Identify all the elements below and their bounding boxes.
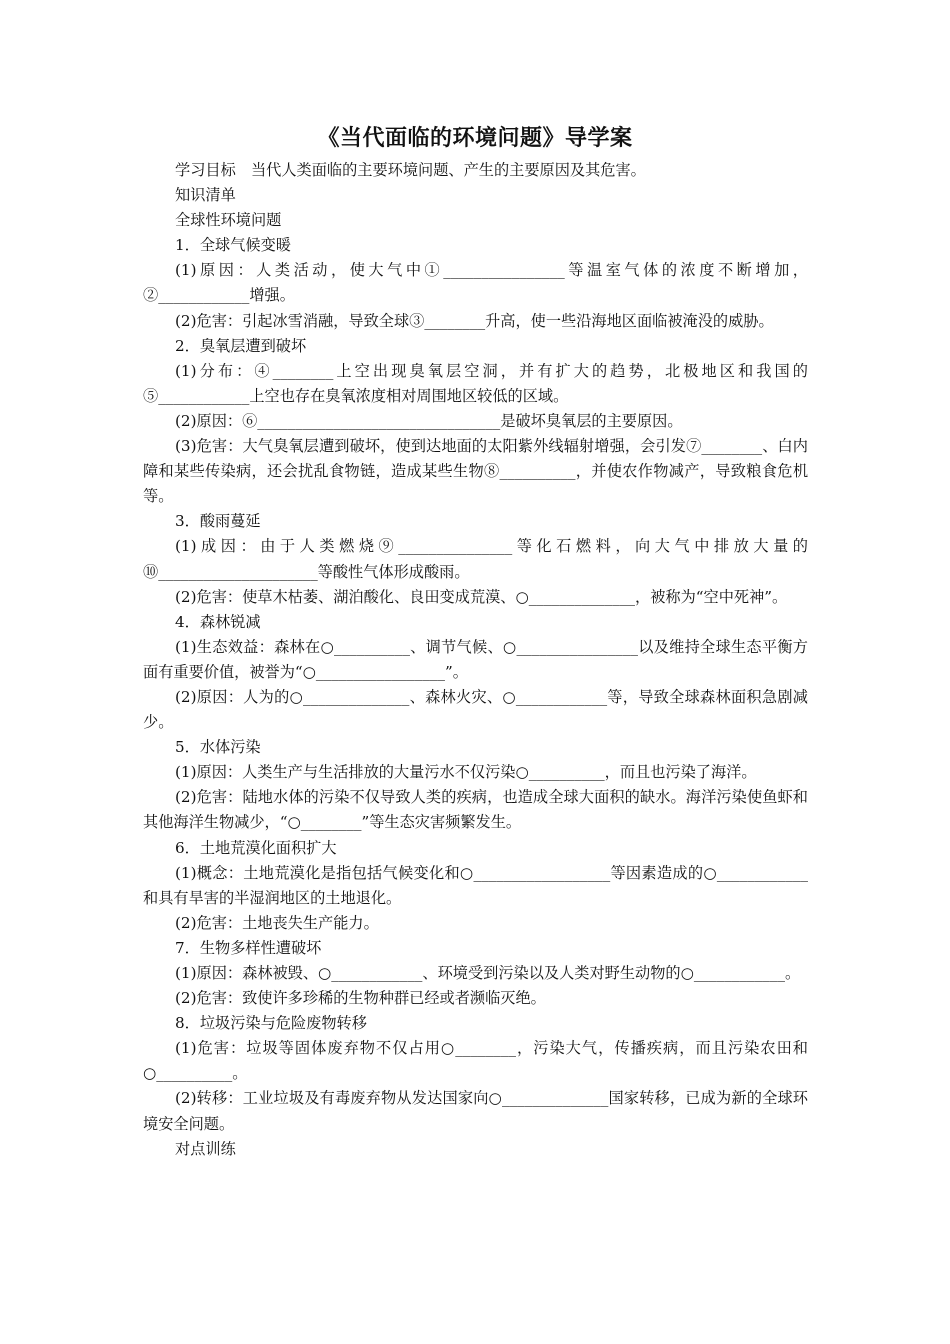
paragraph-biodiversity-cause: (1)原因：森林被毁、○____________、环境受到污染以及人类对野生动物的○____________。 [175, 964, 801, 982]
topic-heading-ozone: 2．臭氧层遭到破坏 [175, 336, 307, 355]
paragraph-climate-harm: (2)危害：引起冰雪消融，导致全球③________升高，使一些沿海地区面临被淹没的威胁。 [175, 311, 774, 330]
paragraph-ozone-distribution: (1)分布：④________上空出现臭氧层空洞，并有扩大的趋势，北极地区和我国的⑤____________上空也存在臭氧浓度相对周围地区较低的区域。 [143, 361, 808, 405]
paragraph-waste-transfer: (2)转移：工业垃圾及有毒废弃物从发达国家向○______________国家转移，已成为新的全球环境安全问题。 [143, 1089, 808, 1133]
topic-heading-waste: 8．垃圾污染与危险废物转移 [175, 1014, 367, 1033]
topic-heading-biodiversity: 7．生物多样性遭破坏 [175, 938, 322, 957]
paragraph-desert-concept: (1)概念：土地荒漠化是指包括气候变化和○__________________等因素造成的○____________和具有旱害的半湿润地区的土地退化。 [143, 863, 808, 907]
paragraph-water-cause: (1)原因：人类生产与生活排放的大量污水不仅污染○__________，而且也污染了海洋。 [175, 763, 757, 782]
section-heading-global-issues: 全球性环境问题 [175, 211, 282, 230]
document-body [143, 158, 808, 1162]
paragraph-forest-cause: (2)原因：人为的○______________、森林火灾、○____________等，导致全球森林面积急剧减少。 [143, 687, 808, 732]
topic-heading-desertification: 6．土地荒漠化面积扩大 [175, 838, 337, 857]
paragraph-waste-harm: (1)危害：垃圾等固体废弃物不仅占用○________，污染大气，传播疾病，而且污染农田和○__________。 [143, 1039, 808, 1083]
paragraph-biodiversity-harm: (2)危害：致使许多珍稀的生物种群已经或者濒临灭绝。 [175, 989, 546, 1008]
paragraph-ozone-cause: (2)原因：⑥________________________________是破坏臭氧层的主要原因。 [175, 411, 683, 430]
document-title: 《当代面临的环境问题》导学案 [317, 126, 633, 151]
topic-heading-water-pollution: 5．水体污染 [175, 738, 261, 757]
paragraph-climate-cause: (1)原因：人类活动，使大气中①________________等温室气体的浓度不断增加，②____________增强。 [143, 261, 808, 305]
paragraph-water-harm: (2)危害：陆地水体的污染不仅导致人类的疾病，也造成全球大面积的缺水。海洋污染使鱼虾和其他海洋生物减少，“○________”等生态灾害频繁发生。 [143, 788, 808, 832]
topic-heading-climate-warming: 1．全球气候变暖 [175, 236, 291, 255]
section-heading-practice: 对点训练 [175, 1139, 236, 1158]
paragraph-acid-rain-harm: (2)危害：使草木枯萎、湖泊酸化、良田变成荒漠、○______________，被称为“空中死神”。 [175, 587, 788, 606]
topic-heading-forest: 4．森林锐减 [175, 612, 261, 631]
paragraph-ozone-harm: (3)危害：大气臭氧层遭到破坏，使到达地面的太阳紫外线辐射增强，会引发⑦________、白内障和某些传染病，还会扰乱食物链，造成某些生物⑧__________，并使农作物减产，导致粮食危机等。 [143, 437, 808, 506]
paragraph-acid-rain-cause: (1)成因：由于人类燃烧⑨_______________等化石燃料，向大气中排放大量的⑩_____________________等酸性气体形成酸雨。 [143, 537, 808, 581]
topic-heading-acid-rain: 3．酸雨蔓延 [175, 512, 261, 531]
paragraph-forest-benefit: (1)生态效益：森林在○__________、调节气候、○________________以及维持全球生态平衡方面有重要价值，被誉为“○_________________”。 [143, 637, 808, 681]
section-heading-knowledge-list: 知识清单 [175, 186, 236, 205]
paragraph-desert-harm: (2)危害：土地丧失生产能力。 [175, 913, 379, 932]
learning-objective: 学习目标 当代人类面临的主要环境问题、产生的主要原因及其危害。 [175, 161, 646, 179]
